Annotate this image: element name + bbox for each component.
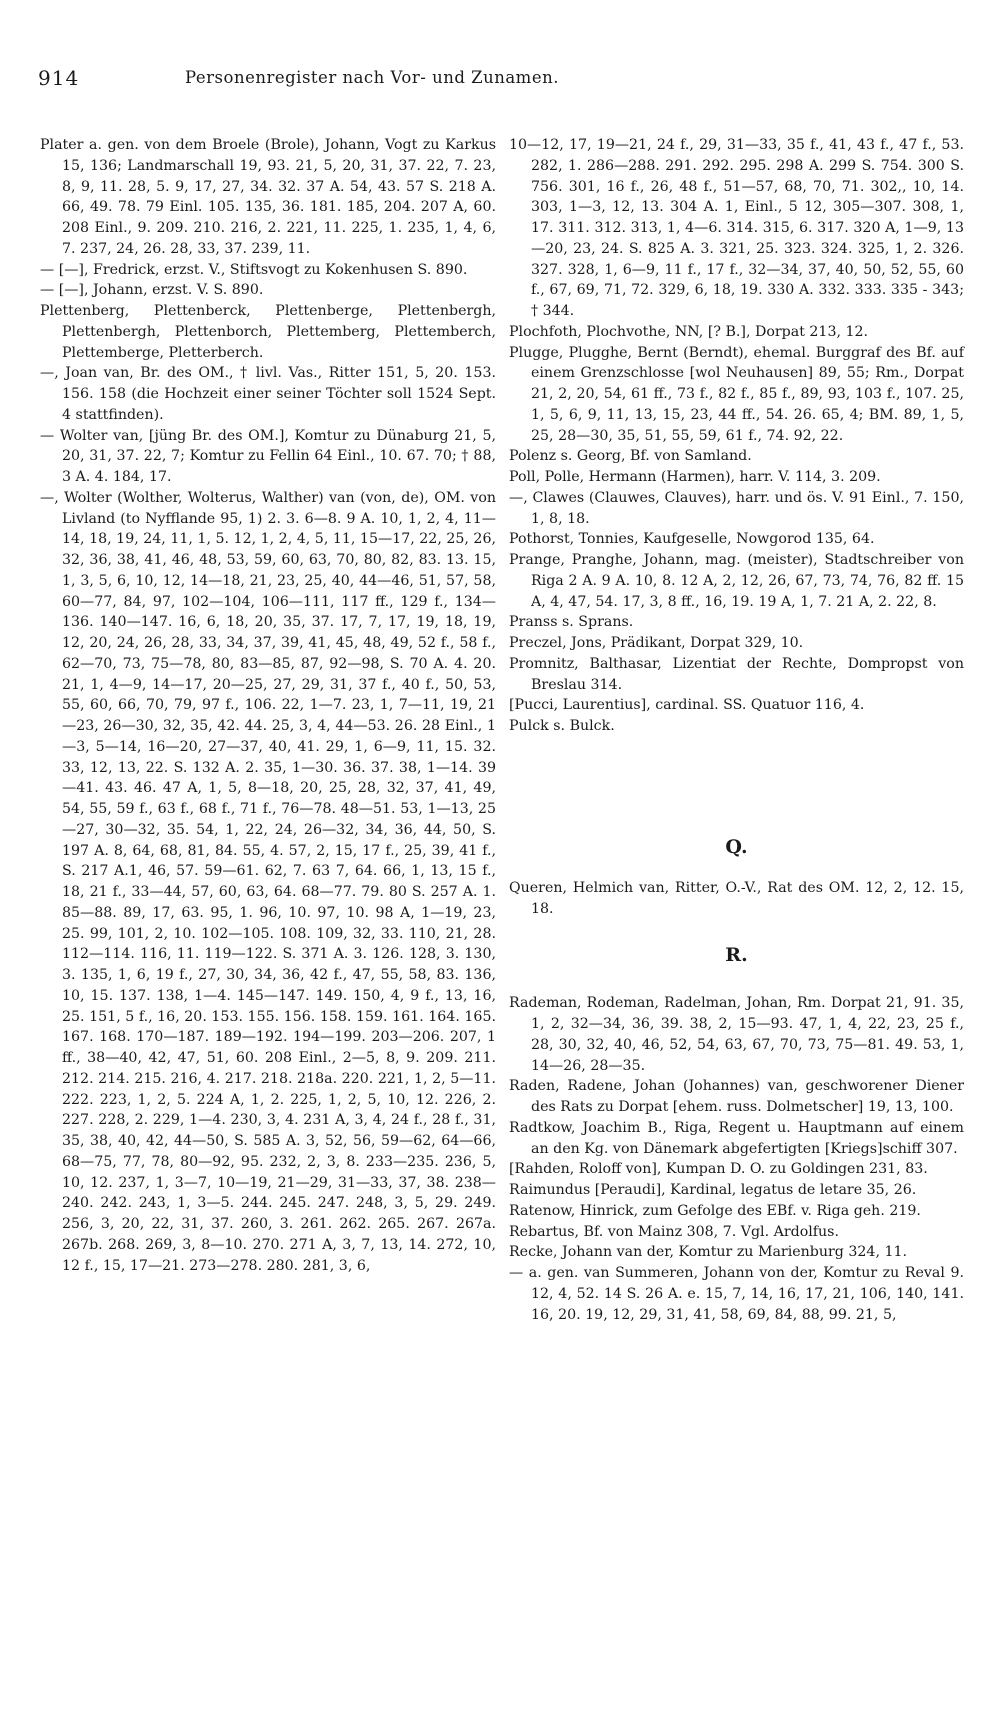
index-entry: — [—], Fredrick, erzst. V., Stiftsvogt zu Kokenhusen S. 890.: [40, 261, 468, 278]
page-header: [38, 66, 706, 96]
left-column: [40, 135, 496, 1276]
index-entry: Radtkow, Joachim B., Riga, Regent u. Hauptmann auf einem an den Kg. von Dänemark abgefertigten [Kriegs]schiff 307.: [509, 1119, 964, 1157]
index-entry: Promnitz, Balthasar, Lizentiat der Rechte, Dompropst von Breslau 314.: [509, 655, 964, 693]
index-entry-continued: 10—12, 17, 19—21, 24 f., 29, 31—33, 35 f., 41, 43 f., 47 f., 53. 282, 1. 286—288. 291. 292. 295. 298 A. 299 S. 754. 300 S. 756. 301, 16 f., 26, 48 f., 51—57, 68, 70, 71. 302,, 10, 14. 303, 1—3, 12, 13. 304 A. 1, Einl., 5 12, 305—307. 308, 1, 17. 311. 312. 313, 1, 4—6. 314. 315, 6. 317. 320 A, 1—9, 13—20, 23, 24. S. 825 A. 3. 321, 25. 323. 324. 325, 1, 2. 326. 327. 328, 1, 6—9, 11 f., 17 f., 32—34, 37, 40, 50, 52, 55, 60 f., 67, 69, 71, 72. 329, 6, 18, 19. 330 A. 332. 333. 335 - 343; † 344.: [509, 137, 964, 319]
index-entry: Rebartus, Bf. von Mainz 308, 7. Vgl. Ardolfus.: [509, 1223, 839, 1240]
index-entry: Pothorst, Tonnies, Kaufgeselle, Nowgorod 135, 64.: [509, 531, 875, 548]
index-entry: Queren, Helmich van, Ritter, O.-V., Rat des OM. 12, 2, 12. 15, 18.: [509, 879, 964, 917]
index-entry: Rademan, Rodeman, Radelman, Johan, Rm. Dorpat 21, 91. 35, 1, 2, 32—34, 36, 39. 38, 2, 15—93. 47, 1, 4, 22, 23, 25 f., 28, 30, 32, 40, 46, 52, 54, 63, 67, 70, 73, 75—81. 49. 53, 1, 14—26, 28—35.: [509, 995, 964, 1074]
index-entry: Poll, Polle, Hermann (Harmen), harr. V. 114, 3. 209.: [509, 469, 881, 485]
section-heading-q: Q.: [725, 835, 748, 858]
index-entry: Pranss s. Sprans.: [509, 614, 634, 631]
section-heading-r: R.: [725, 944, 748, 967]
index-entry: Raimundus [Peraudi], Kardinal, legatus de letare 35, 26.: [509, 1182, 917, 1198]
index-entry: Raden, Radene, Johan (Johannes) van, geschworener Diener des Rats zu Dorpat [ehem. russ. Dolmetscher] 19, 13, 100.: [509, 1078, 964, 1115]
index-entry: —, Clawes (Clauwes, Clauves), harr. und ös. V. 91 Einl., 7. 150, 1, 8, 18.: [509, 489, 964, 527]
index-entry: Prange, Pranghe, Johann, mag. (meister), Stadtschreiber von Riga 2 A. 9 A. 10, 8. 12 A, 2, 12, 26, 67, 73, 74, 76, 82 ff. 15 A, 4, 47, 54. 17, 3, 8 ff., 16, 19. 19 A, 1, 7. 21 A, 2. 22, 8.: [509, 552, 964, 610]
index-entry: Pulck s. Bulck.: [509, 718, 615, 734]
index-entry: —, Joan van, Br. des OM., † livl. Vas., Ritter 151, 5, 20. 153. 156. 158 (die Hochzeit einer seiner Töchter soll 1524 Sept. 4 stattfinden).: [40, 365, 496, 423]
index-entry: [Rahden, Roloff von], Kumpan D. O. zu Goldingen 231, 83.: [509, 1161, 928, 1178]
running-title: Personenregister nach Vor- und Zunamen.: [185, 68, 559, 87]
index-entry: —, Wolter (Wolther, Wolterus, Walther) van (von, de), OM. von Livland (to Nyfflande 95, 1) 2. 3. 6—8. 9 A. 10, 1, 2, 4, 11—14, 18, 19, 24, 11, 1, 5. 12, 1, 2, 4, 5, 11, 15—17, 22, 25, 26, 32, 36, 38, 41, 46, 48, 53, 59, 60, 63, 70, 80, 82, 83. 13. 15, 1, 3, 5, 6, 10, 12, 14—18, 21, 23, 25, 40, 44—46, 51, 57, 58, 60—77, 84, 97, 102—104, 106—111, 117 ff., 129 f., 134—136. 140—147. 16, 6, 18, 20, 35, 37. 17, 7, 17, 19, 18, 19, 12, 20, 24, 26, 28, 33, 34, 37, 39, 41, 45, 48, 49, 52 f., 58 f., 62—70, 73, 75—78, 80, 83—85, 87, 92—98, S. 70 A. 4. 20. 21, 1, 4—9, 14—17, 20—25, 27, 29, 31, 37 f., 40 f., 50, 53, 55, 60, 66, 70, 79, 97 f., 106. 22, 1—7. 23, 1, 7—11, 19, 21—23, 26—30, 32, 35, 42. 44. 25, 3, 4, 44—53. 26. 28 Einl., 1—3, 5—14, 16—20, 27—37, 40, 41. 29, 1, 6—9, 11, 15. 32. 33, 12, 13, 22. S. 132 A. 2. 35, 1—30. 36. 37. 38, 1—14. 39—41. 43. 46. 47 A, 1, 5, 8—18, 20, 25, 28, 32, 37, 41, 49, 54, 55, 59 f., 63 f., 68 f., 71 f., 76—78. 48—51. 53, 1—13, 25—27, 30—32, 35. 54, 1, 22, 24, 26—32, 34, 36, 44, 50, S. 197 A. 8, 64, 68, 81, 84. 55, 4. 57, 2, 15, 17 f., 25, 39, 41 f., S. 217 A.1, 46, 57. 59—61. 62, 7. 63 7, 64. 66, 1, 13, 15 f., 18, 21 f., 33—44, 57, 60, 63, 64. 68—77. 79. 80 S. 257 A. 1. 85—88. 89, 17, 63. 95, 1. 96, 10. 97, 10. 98 A, 1—19, 23, 25. 99, 101, 2, 10. 102—105. 108. 109, 32, 33. 110, 21, 28. 112—114. 116, 11. 119—122. S. 371 A. 3. 126. 128, 3. 130, 3. 135, 1, 6, 19 f., 27, 30, 34, 36, 42 f., 47, 55, 58, 83. 136, 10, 15. 137. 138, 1—4. 145—147. 149. 150, 4, 9 f., 13, 16, 25. 151, 5 f., 16, 20. 153. 155. 156. 158. 159. 161. 164. 165. 167. 168. 170—187. 189—192. 194—199. 203—206. 207, 1 ff., 38—40, 42, 47, 51, 60. 208 Einl., 2—5, 8, 9. 209. 211. 212. 214. 215. 216, 4. 217. 218. 218a. 220. 221, 1, 2, 5—11. 222. 223, 1, 2, 5. 224 A, 1, 2. 225, 1, 2, 5, 10, 12. 226, 2. 227. 228, 2. 229, 1—4. 230, 3, 4. 231 A, 3, 4, 24 f., 28 f., 31, 35, 38, 40, 42, 44—50, S. 585 A. 3, 52, 56, 59—62, 64—66, 68—75, 77, 78, 80—92, 95. 232, 2, 3, 8. 233—235. 236, 5, 10, 12. 237, 1, 3—7, 10—19, 21—29, 31—33, 37, 38. 238—240. 242. 243, 1, 3—5. 244. 245. 247. 248, 3, 5, 29. 249. 256, 3, 20, 22, 31, 37. 260, 3. 261. 262. 265. 267. 267a. 267b. 268. 269, 3, 8—10. 270. 271 A, 3, 7, 13, 14. 272, 10, 12 f., 15, 17—21. 273—278. 280. 281, 3, 6,: [40, 489, 496, 1274]
index-entry: Plettenberg, Plettenberck, Plettenberge, Plettenbergh, Plettenbergh, Plettenborch, Plettemberg, Plettemberch, Plettemberge, Pletterberch.: [40, 303, 496, 361]
index-entry: Recke, Johann van der, Komtur zu Marienburg 324, 11.: [509, 1244, 908, 1261]
index-entry: — [—], Johann, erzst. V. S. 890.: [40, 282, 264, 299]
index-entry: [Pucci, Laurentius], cardinal. SS. Quatuor 116, 4.: [509, 697, 865, 714]
index-entry: Plochfoth, Plochvothe, NN, [? B.], Dorpat 213, 12.: [509, 323, 869, 340]
index-entry: Preczel, Jons, Prädikant, Dorpat 329, 10.: [509, 635, 804, 651]
index-entry: Plugge, Plugghe, Bernt (Berndt), ehemal. Burggraf des Bf. auf einem Grenzschlosse [wol Neuhausen] 89, 55; Rm., Dorpat 21, 2, 20, 54, 61 ff., 73 f., 82 f., 85 f., 89, 93, 103 f., 107. 25, 1, 5, 6, 9, 11, 13, 15, 23, 44 ff., 54. 26. 65, 4; BM. 89, 1, 5, 25, 28—30, 35, 51, 55, 59, 61 f., 74. 92, 22.: [509, 344, 964, 444]
page-number: 914: [38, 66, 80, 90]
index-entry: — a. gen. van Summeren, Johann von der, Komtur zu Reval 9. 12, 4, 52. 14 S. 26 A. e. 15, 7, 14, 16, 17, 21, 106, 140, 141. 16, 20. 19, 12, 29, 31, 41, 58, 69, 84, 88, 99. 21, 5,: [509, 1265, 964, 1323]
right-column: [509, 135, 964, 1325]
index-entry: Polenz s. Georg, Bf. von Samland.: [509, 448, 752, 465]
index-entry: — Wolter van, [jüng Br. des OM.], Komtur zu Dünaburg 21, 5, 20, 31, 37. 22, 7; Komtur zu Fellin 64 Einl., 10. 67. 70; † 88, 3 A. 4. 184, 17.: [40, 427, 496, 485]
index-entry: Plater a. gen. von dem Broele (Brole), Johann, Vogt zu Karkus 15, 136; Landmarschall 19, 93. 21, 5, 20, 31, 37. 22, 7. 23, 8, 9, 11. 28, 5. 9, 17, 27, 34. 32. 37 A. 54, 43. 57 S. 218 A. 66, 49. 78. 79 Einl. 105. 135, 36. 181. 185, 204. 207 A, 60. 208 Einl., 9. 209. 210. 216, 2. 221, 11. 225, 1. 235, 1, 4, 6, 7. 237, 24, 26. 28, 33, 37. 239, 11.: [40, 137, 496, 257]
index-entry: Ratenow, Hinrick, zum Gefolge des EBf. v. Riga geh. 219.: [509, 1202, 921, 1219]
